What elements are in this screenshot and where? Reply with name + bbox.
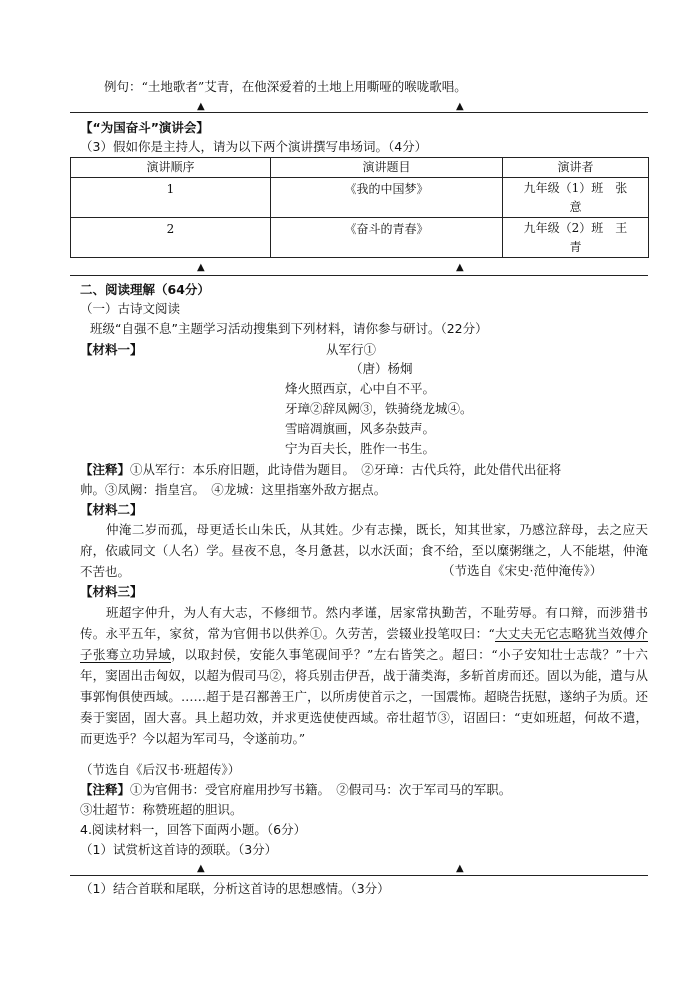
material2-text: 仲淹二岁而孤，母更适长山朱氏，从其姓。少有志操，既长，知其世家，乃感泣辞母，去之应天府，依戚同文（人名）学。昼夜不息，冬月惫甚，以水沃面；食不给，至以糜粥继之，人不能堪，仲淹不苦也。 [80,522,648,579]
notes-text: ①从军行：本乐府旧题，此诗借为题目。 ②牙璋：古代兵符，此处借代出征将 [130,462,562,477]
material3-label: 【材料三】 [80,584,143,599]
material3-source: （节选自《后汉书·班超传》） [80,762,241,777]
material3-text [80,602,648,749]
speech-question: （3）假如你是主持人，请为以下两个演讲撰写串场词。（4分） [80,139,428,154]
header-order: 演讲顺序 [71,158,271,178]
material3-notes [80,780,511,800]
header-topic: 演讲题目 [271,158,503,178]
speaker-line2: 意 [569,199,582,214]
answer-triangle-marker: ▲ [197,101,205,112]
row-topic: 《我的中国梦》 [271,178,503,218]
poem-title: 从军行① [326,342,377,357]
material2-label: 【材料二】 [80,502,143,517]
question4-title: 4.阅读材料一，回答下面两小题。（6分） [80,822,307,837]
poem-line: 烽火照西京，心中自不平。 [285,381,436,396]
notes-text: ①为官佣书：受官府雇用抄写书籍。 ②假司马：次于军司马的军职。 [130,782,512,797]
table-row [71,178,649,218]
speech-section-title: 【“为国奋斗”演讲会】 [80,120,209,135]
poem-line: 牙璋②辞凤阙③，铁骑绕龙城④。 [285,401,473,416]
classical-subsection-title: （一）古诗文阅读 [80,301,181,316]
row-speaker [503,178,649,218]
example-sentence: 例句：“土地歌者”艾青，在他深爱着的土地上用嘶哑的喉咙歌唱。 [104,79,467,94]
row-speaker [503,218,649,258]
reading-intro: 班级“自强不息”主题学习活动搜集到下列材料，请你参与研讨。（22分） [90,321,488,336]
material3-text-part2: ，以取封侯，安能久事笔砚间乎？”左右皆笑之。超曰：“小子安知壮士志哉？”十六年，窦固出击匈奴，以超为假司马②，将兵别击伊吾，战于蒲类海，多斩首虏而还。固以为能，遣与从事郭恂俱使西域。……超于是召鄯善王广，以所虏使首示之，一国震怖。超晓告抚慰，遂纳子为质。还奏于窦固，固大喜。具上超功效，并求更选使使西域。帝壮超节③，诏固曰：“吏如班超，何故不遣，而更选乎？今以超为军司马，令遂前功。” [80,647,648,746]
material3-text-part1: 班超字仲升，为人有大志，不修细节。然内孝谨，居家常执勤苦，不耻劳辱。有口辩，而涉猎书传。永平五年，家贫，常为官佣书以供养①。久劳苦，尝辍业投笔叹曰：“ [80,605,648,641]
speaker-line2: 青 [569,239,582,254]
material1-notes-continued: 帅。③凤阙：指皇宫。 ④龙城：这里指塞外敌方据点。 [80,482,387,497]
notes-label: 【注释】 [80,782,131,797]
question4-sub1: （1）试赏析这首诗的颈联。（3分） [80,842,278,857]
speaker-line1: 九年级（2）班 王 [523,220,628,235]
answer-triangle-marker: ▲ [456,863,464,874]
question4-sub2: （1）结合首联和尾联，分析这首诗的思想感情。（3分） [80,881,390,896]
row-topic: 《奋斗的青春》 [271,218,503,258]
header-speaker: 演讲者 [503,158,649,178]
table-header-row [71,158,649,178]
answer-triangle-marker: ▲ [197,863,205,874]
poem-author: （唐）杨炯 [350,361,413,376]
notes-label: 【注释】 [80,462,131,477]
row-order: 2 [71,218,271,258]
poem-line: 宁为百夫长，胜作一书生。 [285,441,436,456]
underlined-sentence: 大丈夫无它志略犹当效傅介子张骞立功异域 [80,626,648,662]
answer-line [70,112,648,113]
material1-notes [80,460,561,480]
answer-line [70,875,648,876]
table-row [71,218,649,258]
material2-source: （节选自《宋史·范仲淹传》） [442,563,603,578]
speaker-line1: 九年级（1）班 张 [523,180,628,195]
answer-triangle-marker: ▲ [456,262,464,273]
row-order: 1 [71,178,271,218]
material1-label: 【材料一】 [80,342,143,357]
answer-triangle-marker: ▲ [456,101,464,112]
answer-triangle-marker: ▲ [197,262,205,273]
reading-section-title: 二、阅读理解（64分） [80,282,210,297]
poem-line: 雪暗凋旗画，风多杂鼓声。 [285,421,436,436]
speech-table [70,157,649,258]
material3-notes-continued: ③壮超节：称赞班超的胆识。 [80,802,243,817]
answer-line [70,275,648,276]
